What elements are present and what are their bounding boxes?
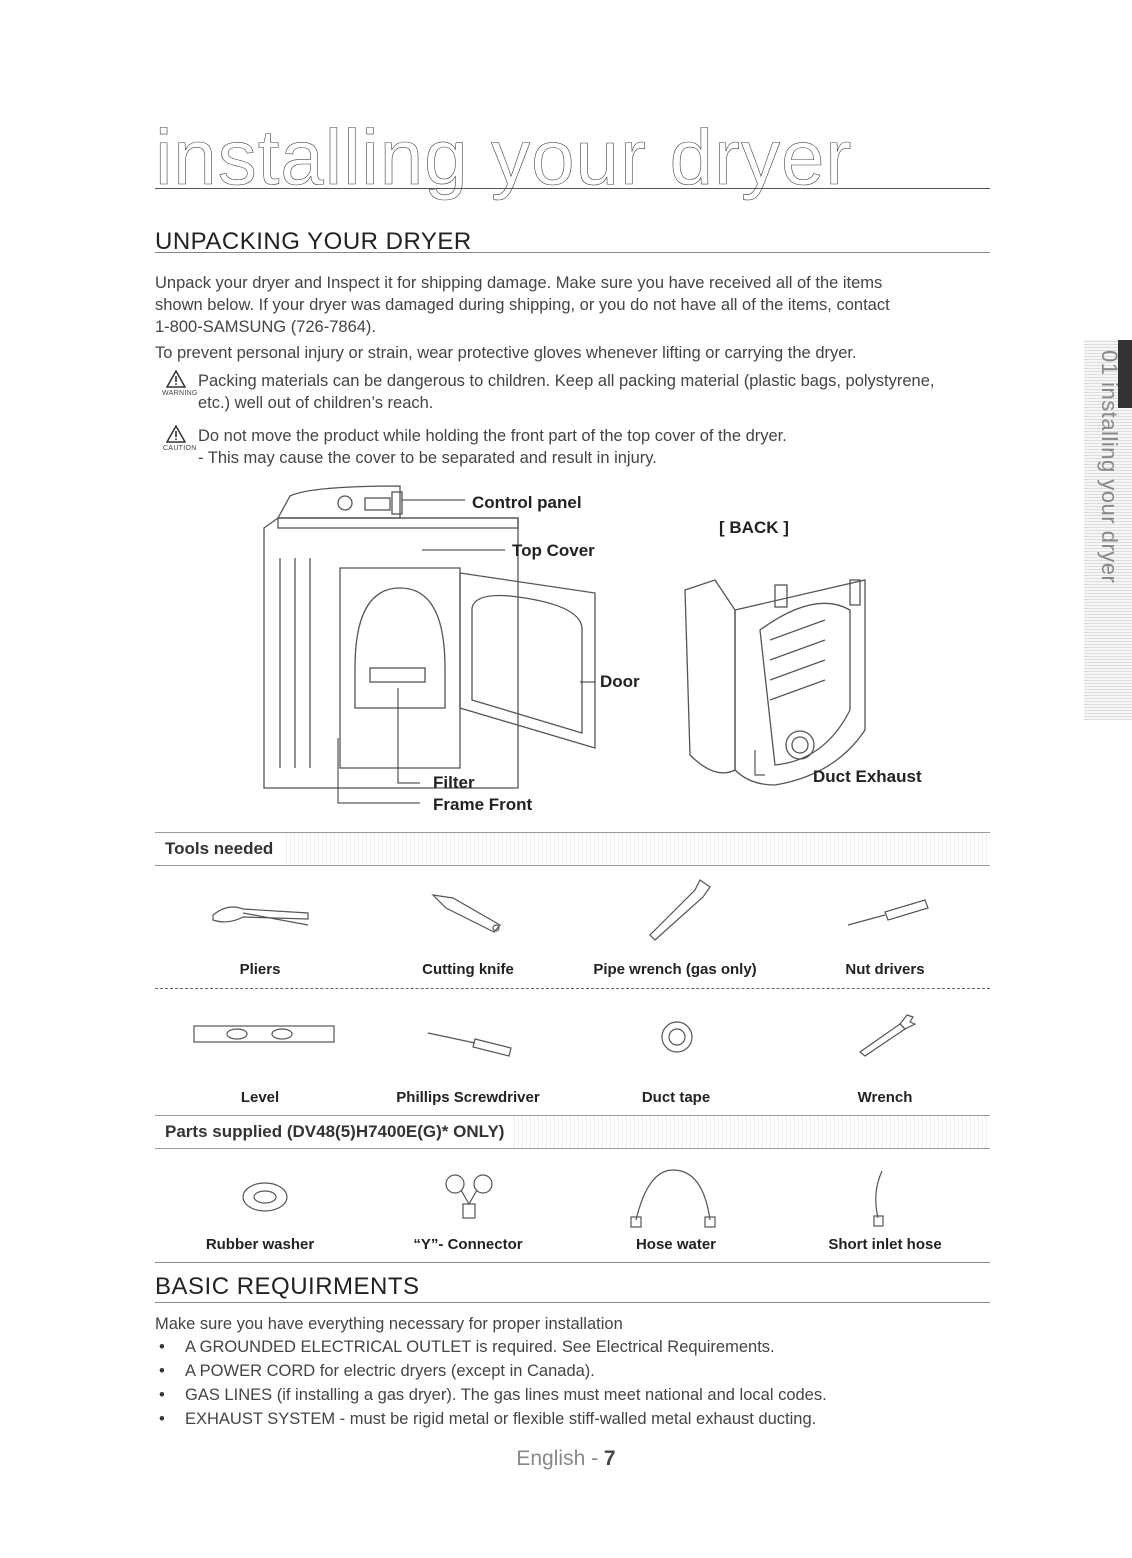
label-back: [ BACK ] (719, 518, 789, 537)
unpack-para1-line: shown below. If your dryer was damaged during shipping, or you do not have all of the items, contact (155, 296, 890, 314)
level-icon (192, 1022, 337, 1046)
warning-tag: WARNING (162, 390, 198, 397)
rubber-washer-icon (240, 1180, 290, 1214)
pipe-wrench-icon (645, 875, 715, 945)
screwdriver-icon (425, 1028, 515, 1058)
warning-text-line-2: etc.) well out of children’s reach. (198, 394, 434, 412)
wrench-icon (855, 1012, 920, 1057)
label-duct-exhaust: Duct Exhaust (813, 767, 922, 786)
chapter-title: installing your dryer (155, 113, 853, 201)
tool-label-pipe-wrench: Pipe wrench (gas only) (593, 961, 757, 978)
pliers-icon (208, 895, 318, 935)
label-control-panel: Control panel (472, 493, 582, 512)
basic-requirements-rule (155, 1302, 990, 1303)
basic-intro: Make sure you have everything necessary for proper installation (155, 1315, 623, 1333)
tools-header-band (155, 832, 990, 866)
tool-label-phillips-screwdriver: Phillips Screwdriver (396, 1089, 540, 1106)
side-tab-label: 01 installing your dryer (1097, 350, 1122, 584)
chapter-rule (155, 188, 990, 189)
unpacking-heading: UNPACKING YOUR DRYER (155, 228, 472, 255)
unpack-paragraph-2: To prevent personal injury or strain, wear protective gloves whenever lifting or carrying the dryer. (155, 344, 857, 362)
caution-tag: CAUTION (163, 445, 197, 452)
label-top-cover: Top Cover (512, 541, 595, 560)
page-footer (0, 1447, 1132, 1471)
warning-text-line-1: Packing materials can be dangerous to children. Keep all packing material (plastic bags, polystyrene, (198, 372, 935, 390)
y-connector-icon (443, 1172, 495, 1222)
part-label-hose-water: Hose water (635, 1236, 717, 1253)
tool-label-duct-tape: Duct tape (641, 1089, 711, 1106)
short-inlet-hose-icon (868, 1168, 888, 1230)
tool-label-nut-drivers: Nut drivers (845, 961, 925, 978)
requirement-item: • EXHAUST SYSTEM - must be rigid metal or flexible stiff-walled metal exhaust ducting. (185, 1410, 816, 1429)
tool-label-wrench: Wrench (857, 1089, 913, 1106)
basic-requirements-heading: BASIC REQUIRMENTS (155, 1273, 420, 1300)
dryer-back-illustration (675, 570, 875, 795)
parts-heading: Parts supplied (DV48(5)H7400E(G)* ONLY) (155, 1116, 514, 1148)
unpack-para1-line: 1-800-SAMSUNG (726-7864). (155, 318, 377, 336)
tool-label-cutting-knife: Cutting knife (422, 961, 514, 978)
unpack-paragraph-1 (155, 272, 890, 338)
unpacking-rule (155, 252, 990, 253)
hose-water-icon (628, 1165, 718, 1230)
label-filter: Filter (433, 773, 475, 792)
label-frame-front: Frame Front (433, 795, 533, 814)
parts-header-band (155, 1115, 990, 1149)
caution-icon (166, 425, 186, 443)
requirement-item: • GAS LINES (if installing a gas dryer). The gas lines must meet national and local codes. (185, 1386, 827, 1405)
duct-tape-icon (660, 1020, 694, 1054)
footer-language: English - (516, 1447, 604, 1470)
caution-text-line-2: - This may cause the cover to be separated and result in injury. (198, 449, 657, 467)
tool-label-level: Level (240, 1089, 280, 1106)
part-label-short-inlet-hose: Short inlet hose (828, 1236, 942, 1253)
tools-heading: Tools needed (155, 833, 283, 865)
dryer-front-illustration (250, 478, 630, 818)
page-number: 7 (603, 1447, 616, 1470)
part-label-y-connector: “Y”- Connector (413, 1236, 523, 1253)
caution-text-line-1: Do not move the product while holding the front part of the top cover of the dryer. (198, 427, 787, 445)
parts-bottom-rule (155, 1262, 990, 1263)
cutting-knife-icon (428, 890, 508, 935)
unpack-para1-line: Unpack your dryer and Inspect it for shipping damage. Make sure you have received all of the items (155, 274, 883, 292)
tools-divider (155, 988, 990, 989)
requirement-item: • A POWER CORD for electric dryers (except in Canada). (185, 1362, 595, 1381)
label-door: Door (600, 672, 640, 691)
warning-icon (166, 370, 186, 388)
part-label-rubber-washer: Rubber washer (205, 1236, 315, 1253)
nut-driver-icon (845, 895, 930, 930)
tool-label-pliers: Pliers (239, 961, 281, 978)
requirement-item: • A GROUNDED ELECTRICAL OUTLET is required. See Electrical Requirements. (185, 1338, 775, 1357)
